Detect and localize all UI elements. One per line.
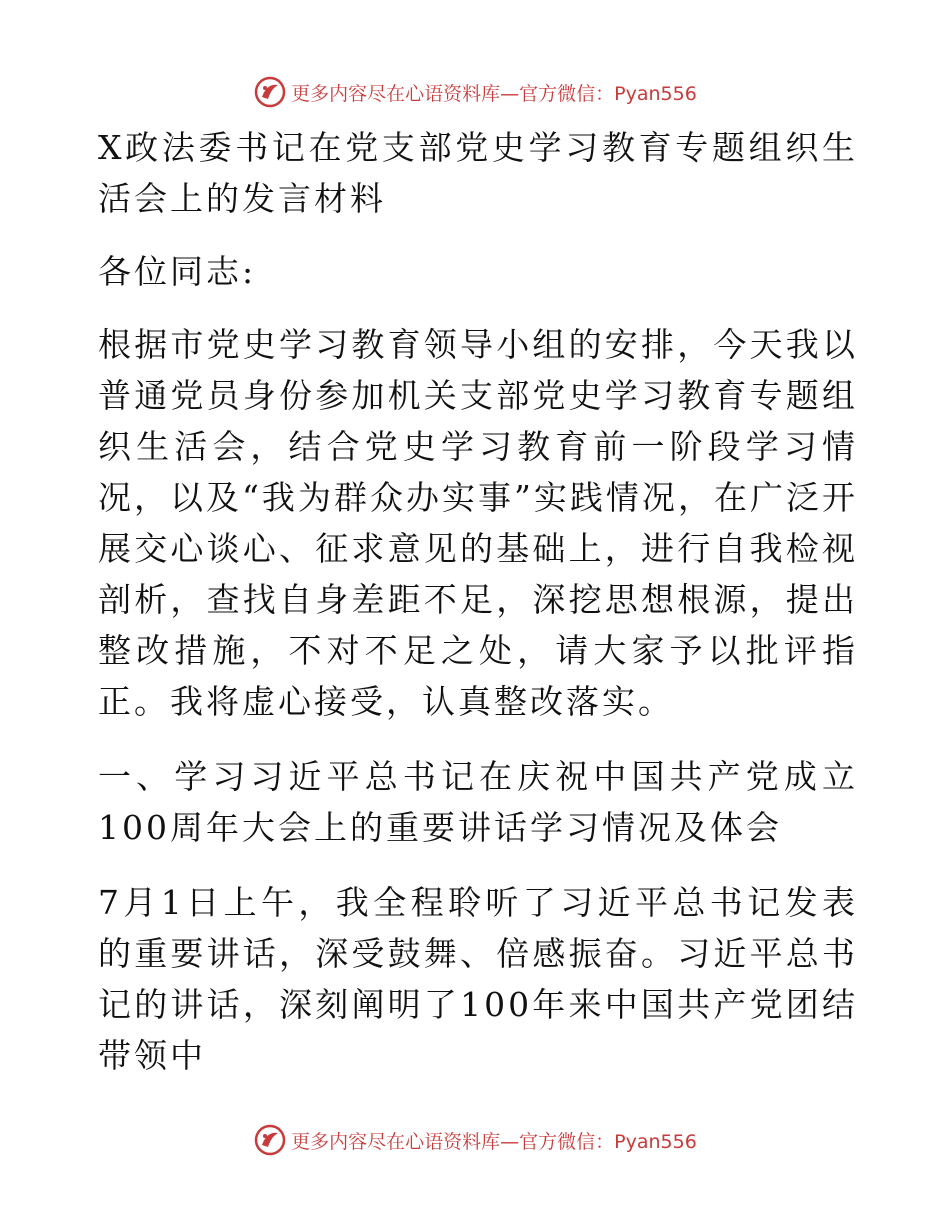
watermark-text: 更多内容尽在心语资料库—官方微信：Pyan556 (291, 1130, 697, 1153)
logo-icon (253, 75, 287, 109)
watermark-footer (0, 1120, 950, 1160)
section-paragraph: 7月1日上午，我全程聆听了习近平总书记发表的重要讲话，深受鼓舞、倍感振奋。习近平总书记的讲话，深刻阐明了100年来中国共产党团结带领中 (98, 883, 858, 1075)
document-body (98, 122, 858, 1105)
watermark-text: 更多内容尽在心语资料库—官方微信：Pyan556 (291, 82, 697, 105)
section-heading: 一、学习习近平总书记在庆祝中国共产党成立100周年大会上的重要讲话学习情况及体会 (98, 757, 858, 847)
watermark-header (0, 72, 950, 112)
logo-icon (253, 1123, 287, 1157)
document-title: X政法委书记在党支部党史学习教育专题组织生活会上的发言材料 (98, 128, 858, 218)
paragraph: 根据市党史学习教育领导小组的安排，今天我以普通党员身份参加机关支部党史学习教育专题组织生活会，结合党史学习教育前一阶段学习情况，以及“我为群众办实事”实践情况，在广泛开展交心谈心、征求意见的基础上，进行自我检视剖析，查找自身差距不足，深挖思想根源，提出整改措施，不对不足之处，请大家予以批评指正。我将虚心接受，认真整改落实。 (98, 325, 858, 721)
salutation: 各位同志: (98, 252, 257, 291)
